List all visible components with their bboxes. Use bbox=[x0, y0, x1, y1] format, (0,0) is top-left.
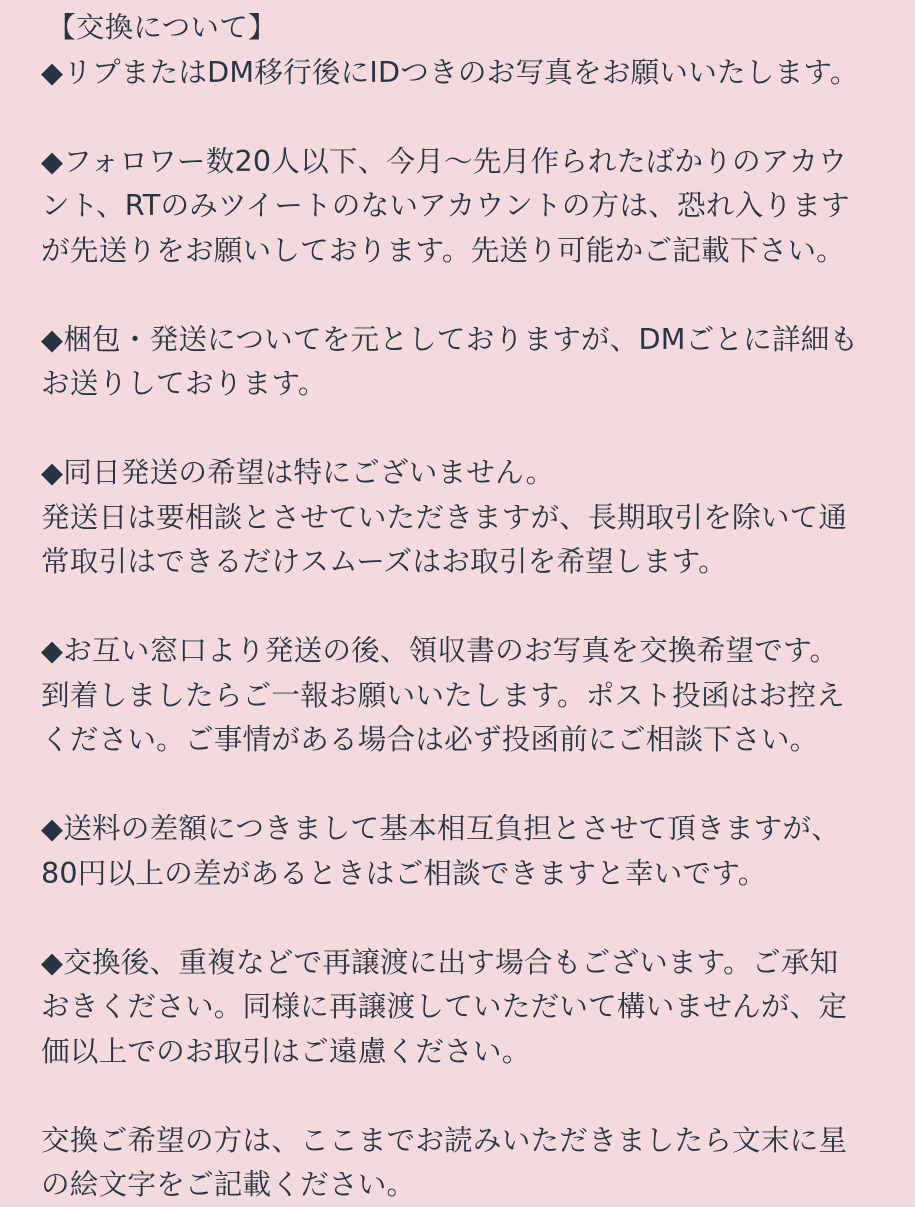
paragraph-id-photo bbox=[41, 50, 881, 95]
notice-line: 価以上でのお取引はご遠慮ください。 bbox=[41, 1033, 531, 1068]
paragraph-counter-shipping bbox=[41, 628, 881, 762]
paragraph-new-account-policy bbox=[41, 139, 881, 273]
notice-line: ◆交換後、重複などで再譲渡に出す場合もございます。ご承知 bbox=[41, 944, 839, 979]
paragraph-gap bbox=[41, 94, 881, 139]
exchange-notice-text bbox=[41, 5, 881, 1207]
notice-line: ください。ご事情がある場合は必ず投函前にご相談下さい。 bbox=[41, 722, 819, 756]
notice-line: 交換ご希望の方は、ここまでお読みいただきましたら文末に星 bbox=[41, 1122, 848, 1157]
notice-line: ◆梱包・発送についてを元としておりますが、DMごとに詳細も bbox=[41, 321, 859, 356]
notice-line: お送りしております。 bbox=[41, 366, 327, 400]
notice-line: ◆フォロワー数20人以下、今月〜先月作られたばかりのアカウ bbox=[41, 143, 847, 178]
paragraph-resale-policy bbox=[41, 940, 881, 1074]
notice-line: ◆送料の差額につきまして基本相互負担とさせて頂きますが、 bbox=[41, 811, 841, 845]
paragraph-emoji-confirmation bbox=[41, 1118, 881, 1207]
notice-line: ◆同日発送の希望は特にございません。 bbox=[41, 455, 555, 489]
notice-line: が先送りをお願いしております。先送り可能かご記載下さい。 bbox=[41, 232, 845, 267]
paragraph-gap bbox=[41, 762, 881, 807]
paragraph-gap bbox=[41, 272, 881, 317]
notice-line: ント、RTのみツイートのないアカウントの方は、恐れ入ります bbox=[41, 188, 850, 222]
notice-line: おきください。同様に再譲渡していただいて構いませんが、定 bbox=[41, 989, 848, 1023]
paragraph-gap bbox=[41, 584, 881, 629]
paragraph-gap bbox=[41, 895, 881, 940]
paragraph-shipping-date bbox=[41, 450, 881, 584]
paragraph-postage-difference bbox=[41, 806, 881, 895]
notice-line: 到着しましたらご一報お願いいたします。ポスト投函はお控え bbox=[41, 677, 845, 712]
notice-title: 【交換について】 bbox=[47, 10, 277, 44]
notice-line: ◆リプまたはDM移行後にIDつきのお写真をお願いいたします。 bbox=[41, 54, 859, 89]
notice-line: ◆お互い窓口より発送の後、領収書のお写真を交換希望です。 bbox=[41, 633, 839, 667]
notice-line: 80円以上の差があるときはご相談できますと幸いです。 bbox=[41, 855, 767, 890]
notice-line: 発送日は要相談とさせていただきますが、長期取引を除いて通 bbox=[41, 499, 848, 534]
notice-line: の絵文字をご記載ください。 bbox=[41, 1167, 416, 1201]
notice-line: 常取引はできるだけスムーズはお取引を希望します。 bbox=[41, 544, 727, 578]
paragraph-gap bbox=[41, 406, 881, 451]
paragraph-gap bbox=[41, 1073, 881, 1118]
paragraph-packing-shipping bbox=[41, 317, 881, 406]
